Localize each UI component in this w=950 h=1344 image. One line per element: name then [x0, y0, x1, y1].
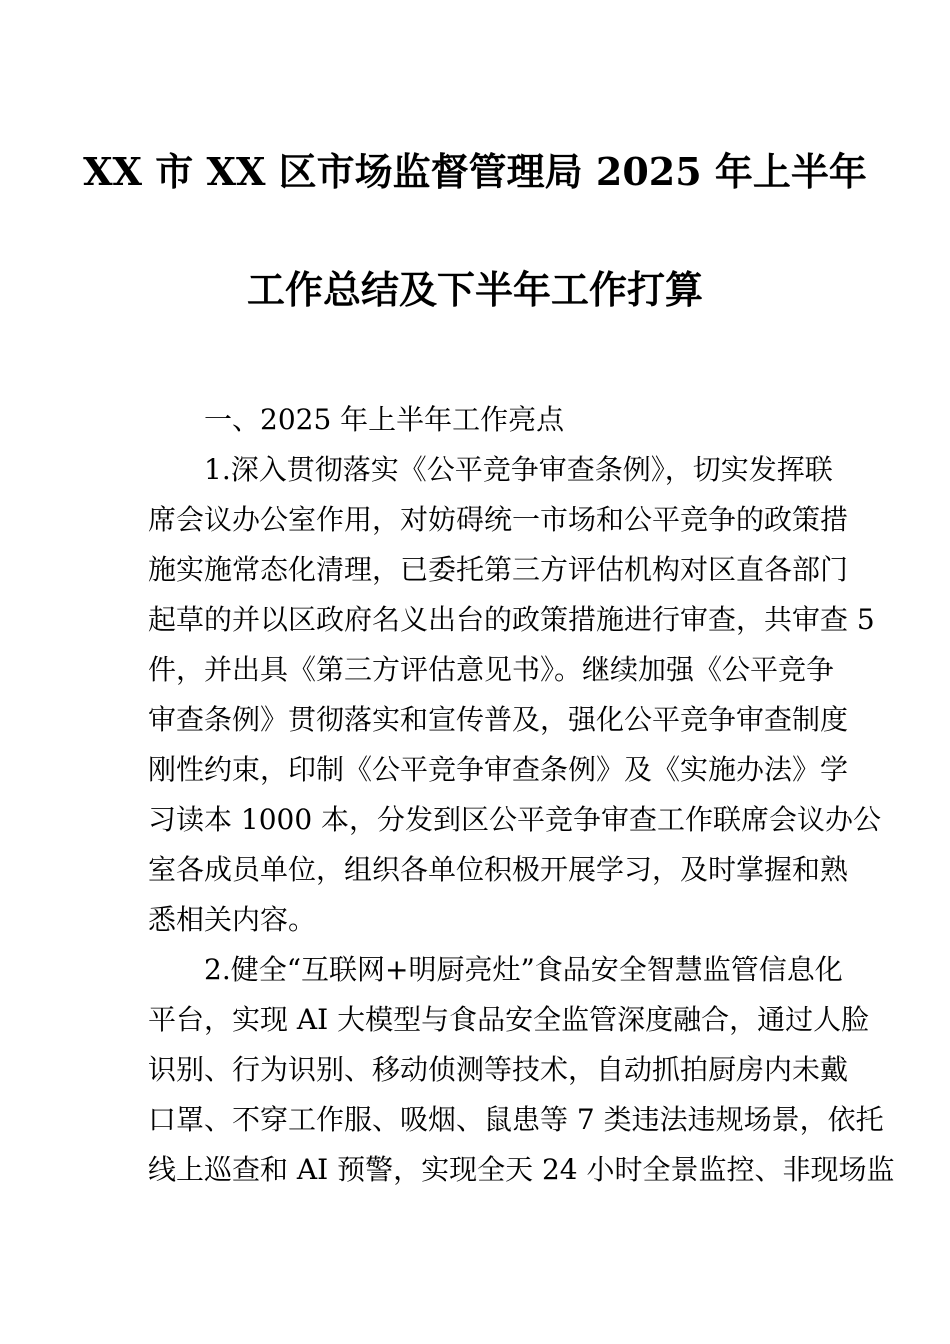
paragraph-2-line: 线上巡查和 AI 预警，实现全天 24 小时全景监控、非现场监 [148, 1153, 895, 1186]
paragraph-2-line: 平台，实现 AI 大模型与食品安全监管深度融合，通过人脸 [148, 1003, 870, 1036]
section-heading: 一、2025 年上半年工作亮点 [204, 403, 565, 436]
paragraph-1-line: 施实施常态化清理，已委托第三方评估机构对区直各部门 [148, 553, 849, 586]
paragraph-2-line: 口罩、不穿工作服、吸烟、鼠患等 7 类违法违规场景，依托 [148, 1103, 884, 1136]
doc-body [148, 395, 895, 1195]
paragraph-1-line: 审查条例》贯彻落实和宣传普及，强化公平竞争审查制度 [148, 703, 849, 736]
paragraph-2-line: 识别、行为识别、移动侦测等技术，自动抓拍厨房内未戴 [148, 1053, 849, 1086]
paragraph-1-line: 室各成员单位，组织各单位积极开展学习，及时掌握和熟 [148, 853, 849, 886]
paragraph-1-line: 刚性约束，印制《公平竞争审查条例》及《实施办法》学 [148, 753, 849, 786]
paragraph-1-line: 悉相关内容。 [148, 903, 317, 936]
doc-title-line-2: 工作总结及下半年工作打算 [246, 267, 703, 312]
paragraph-1-line: 席会议办公室作用，对妨碍统一市场和公平竞争的政策措 [148, 503, 849, 536]
paragraph-1-line: 习读本 1000 本，分发到区公平竞争审查工作联席会议办公 [148, 803, 882, 836]
doc-title-line-1: XX 市 XX 区市场监督管理局 2025 年上半年 [83, 149, 867, 194]
paragraph-1-line: 件，并出具《第三方评估意见书》。继续加强《公平竞争 [148, 653, 835, 686]
paragraph-1-line: 起草的并以区政府名义出台的政策措施进行审查，共审查 5 [148, 603, 875, 636]
paragraph-2-line: 2.健全“互联网+明厨亮灶”食品安全智慧监管信息化 [204, 953, 843, 986]
paragraph-1-line: 1.深入贯彻落实《公平竞争审查条例》，切实发挥联 [204, 453, 833, 486]
